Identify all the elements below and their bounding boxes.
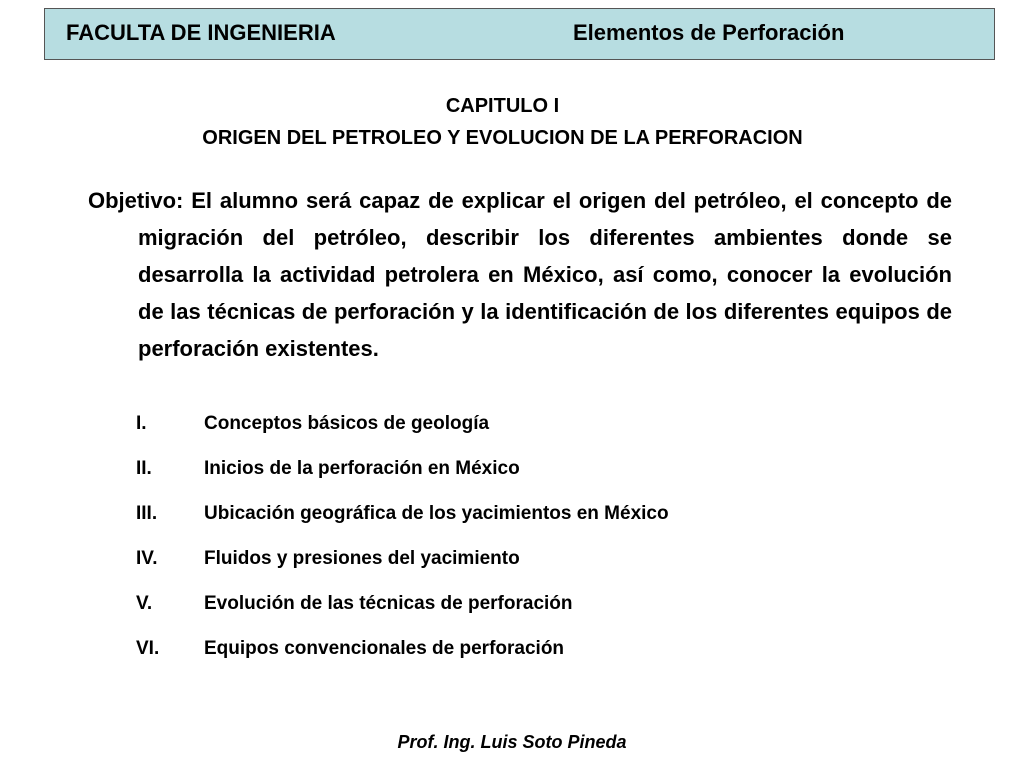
topic-numeral: IV. bbox=[136, 548, 158, 569]
chapter-title: ORIGEN DEL PETROLEO Y EVOLUCION DE LA PERFORACION bbox=[202, 127, 803, 149]
topic-text: Ubicación geográfica de los yacimientos en México bbox=[204, 503, 669, 524]
topic-text: Equipos convencionales de perforación bbox=[204, 638, 565, 659]
topic-numeral: III. bbox=[136, 503, 158, 524]
topic-numeral: V. bbox=[136, 593, 153, 614]
topic-item bbox=[136, 591, 669, 636]
topic-numeral: II. bbox=[136, 458, 152, 479]
topic-numeral: I. bbox=[136, 413, 147, 434]
faculty-title: FACULTA DE INGENIERIA bbox=[66, 20, 336, 45]
topic-text: Inicios de la perforación en México bbox=[204, 458, 520, 479]
topic-text: Conceptos básicos de geología bbox=[204, 413, 490, 434]
course-title: Elementos de Perforación bbox=[573, 20, 845, 45]
topic-text: Evolución de las técnicas de perforación bbox=[204, 593, 573, 614]
topic-text: Fluidos y presiones del yacimiento bbox=[204, 548, 520, 569]
topic-list bbox=[136, 411, 669, 681]
chapter-label: CAPITULO I bbox=[445, 95, 560, 117]
topic-item bbox=[136, 411, 669, 456]
topic-numeral: VI. bbox=[136, 638, 160, 659]
topic-item bbox=[136, 501, 669, 546]
topic-item bbox=[136, 456, 669, 501]
topic-item bbox=[136, 546, 669, 591]
topic-item bbox=[136, 636, 669, 681]
objective-paragraph: Objetivo: El alumno será capaz de explicar el origen del petróleo, el concepto de migración del petróleo, describir los diferentes ambientes donde se desarrolla la actividad petrolera en México, así como, conocer la evolución de las técnicas de perforación y la identificación de los diferentes equipos de perforación existentes. bbox=[88, 188, 952, 361]
author-footer: Prof. Ing. Luis Soto Pineda bbox=[397, 732, 627, 752]
